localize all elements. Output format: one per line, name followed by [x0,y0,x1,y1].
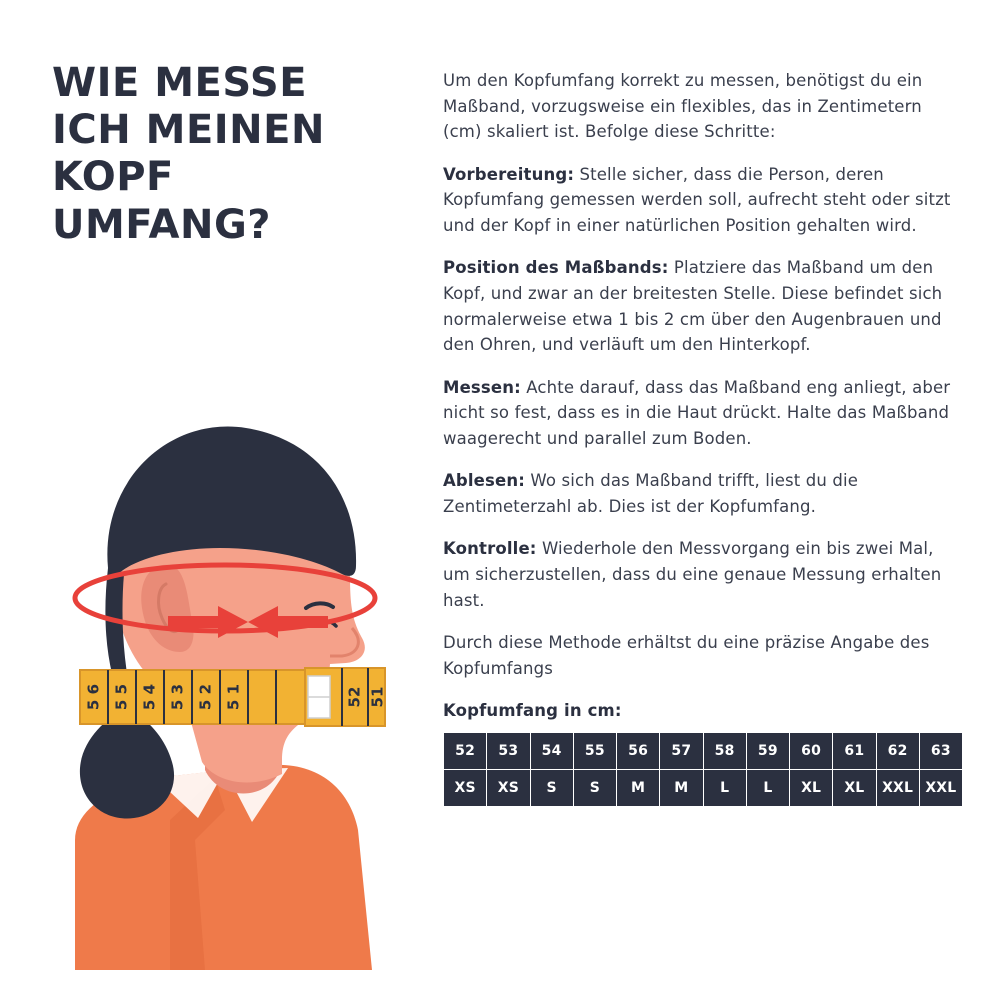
cm-cell: 59 [746,733,789,770]
step-position [443,255,963,357]
svg-text:5 4: 5 4 [140,683,159,711]
headline-block [52,60,412,249]
svg-text:5 6: 5 6 [84,683,103,711]
cm-cell: 54 [530,733,573,770]
step-messen-title: Messen: [443,377,521,397]
size-cell: XL [833,770,876,807]
step-ablesen-text: Wo sich das Maßband trifft, liest du die Zentimeterzahl ab. Dies ist der Kopfumfang. [443,471,859,516]
svg-text:5 3: 5 3 [168,683,187,711]
size-cell: M [660,770,703,807]
cm-cell: 57 [660,733,703,770]
cm-cell: 52 [444,733,487,770]
head-measurement-illustration [20,370,420,970]
svg-text:5 1: 5 1 [224,683,243,711]
closing-paragraph: Durch diese Methode erhältst du eine präzise Angabe des Kopfumfangs [443,633,930,678]
cm-cell: 55 [573,733,616,770]
cm-cell: 56 [617,733,660,770]
size-table [443,732,963,807]
step-vorbereitung [443,162,963,239]
step-position-text: Platziere das Maßband um den Kopf, und zwar an der breitesten Stelle. Diese befindet sich normalerweise etwa 1 bis 2 cm über den Augenbrauen und den Ohren, und verläuft um den Hinterkopf. [443,258,943,355]
measuring-tape [80,668,387,726]
svg-text:51: 51 [368,686,387,708]
cm-cell: 53 [487,733,530,770]
headline-line-4: UMFANG? [52,201,271,248]
headline-line-2: ICH MEINEN [52,107,325,154]
step-messen-text: Achte darauf, dass das Maßband eng anliegt, aber nicht so fest, dass es in die Haut drückt. Halte das Maßband waagerecht und parallel zum Boden. [443,377,951,448]
step-vorbereitung-text: Stelle sicher, dass die Person, deren Kopfumfang gemessen werden soll, aufrecht steht oder sitzt und der Kopf in einer natürlichen Position gehalten wird. [443,164,951,235]
svg-text:5 5: 5 5 [112,683,131,711]
size-cell: XS [487,770,530,807]
step-kontrolle [443,536,963,613]
size-cell: S [573,770,616,807]
step-messen [443,375,963,452]
size-cell: XXL [919,770,962,807]
cm-cell: 61 [833,733,876,770]
step-ablesen-title: Ablesen: [443,471,525,491]
cm-cell: 60 [790,733,833,770]
step-vorbereitung-title: Vorbereitung: [443,164,575,184]
size-cell: L [746,770,789,807]
step-ablesen [443,468,963,519]
size-cell: S [530,770,573,807]
svg-text:52: 52 [345,686,364,708]
instructions-panel [443,68,963,807]
intro-paragraph: Um den Kopfumfang korrekt zu messen, benötigst du ein Maßband, vorzugsweise ein flexibles, das in Zentimetern (cm) skaliert ist. Befolge diese Schritte: [443,71,923,142]
svg-text:5 2: 5 2 [196,683,215,711]
cm-cell: 58 [703,733,746,770]
size-cell: XL [790,770,833,807]
cm-cell: 63 [919,733,962,770]
page-title [52,60,412,249]
table-row-cm [444,733,963,770]
step-kontrolle-title: Kontrolle: [443,539,537,559]
size-cell: L [703,770,746,807]
headline-line-1: WIE MESSE [52,60,308,106]
table-row-size [444,770,963,807]
headline-line-3: KOPF [52,154,174,201]
step-kontrolle-text: Wiederhole den Messvorgang ein bis zwei Mal, um sicherzustellen, dass du eine genaue Messung erhalten hast. [443,539,942,610]
size-table-title: Kopfumfang in cm: [443,701,622,721]
step-position-title: Position des Maßbands: [443,258,669,278]
size-cell: XXL [876,770,919,807]
size-cell: M [617,770,660,807]
size-cell: XS [444,770,487,807]
cm-cell: 62 [876,733,919,770]
